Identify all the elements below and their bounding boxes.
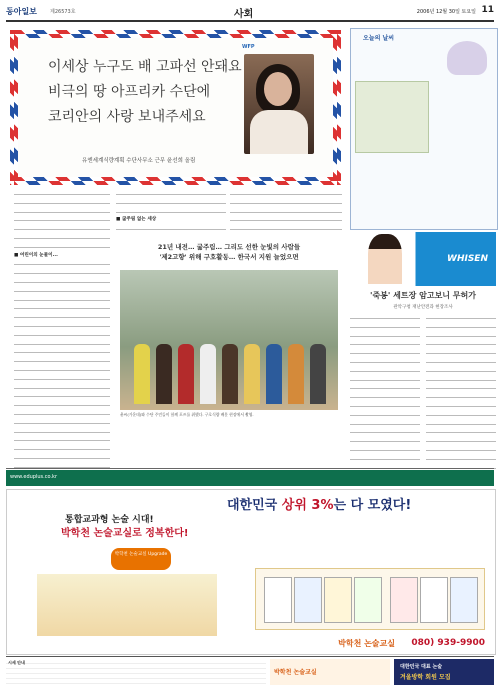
person: [222, 344, 238, 404]
person: [156, 344, 172, 404]
person: [288, 344, 304, 404]
ad-left-heading: 통합교과형 논술 시대!: [65, 515, 154, 525]
letter-paper: [18, 38, 333, 177]
portrait-stamp: [244, 54, 314, 154]
article-column-2: [116, 190, 226, 234]
headline-line-1: 이세상 누구도 배 고파선 안돼요: [48, 59, 242, 75]
article-subhead-2: ■ 굶주림 없는 세상: [116, 217, 157, 223]
whisen-ad[interactable]: [350, 232, 496, 286]
book: [390, 577, 418, 623]
photo-headline-1: 21년 내전… 굶주림… 그리도 선한 눈빛의 사람들: [157, 243, 301, 251]
page-footer: [6, 656, 494, 689]
person: [244, 344, 260, 404]
group-photo: [120, 270, 338, 410]
model-photo: [368, 234, 402, 284]
footer-mid-brand: 박학천 논술교실: [274, 669, 317, 676]
weather-title: 오늘의 날씨: [363, 35, 395, 42]
portrait-face: [264, 72, 292, 106]
date: 2006년 12월 30일 토요일: [416, 9, 476, 15]
ad-left-subheading: 박학천 논술교실로 정복한다!: [61, 528, 189, 539]
side-headline: '죽봉' 세트장 암고보니 무허가: [370, 291, 476, 300]
photo-headline: [116, 242, 342, 262]
upgrade-badge: 박학천 논술교실 Upgrade: [111, 548, 171, 570]
book-lineup: [255, 568, 485, 630]
person: [200, 344, 216, 404]
weather-map: [355, 81, 429, 153]
person: [178, 344, 194, 404]
book: [264, 577, 292, 623]
ad-title: [227, 494, 411, 513]
footer-right-line-1: 대한민국 대표 논술: [400, 664, 443, 670]
weather-box: [350, 28, 498, 230]
education-ad[interactable]: [6, 489, 496, 655]
footer-ad-mid[interactable]: [270, 659, 390, 685]
photo-headline-2: '제2고향' 위해 구호활동… 한국서 지원 늘었으면: [159, 253, 299, 261]
whisen-brand: WHISEN: [447, 254, 488, 264]
portrait-body: [250, 110, 308, 154]
book: [450, 577, 478, 623]
person: [310, 344, 326, 404]
side-subline: 관악구청 재난안전과 현장조사: [393, 305, 453, 310]
footer-right-line-2: 겨울방학 회원 모집: [400, 674, 451, 681]
wfp-logo: WFP: [242, 44, 255, 50]
person: [134, 344, 150, 404]
byline: 유엔세계식량계획 수단사무소 근무 윤선희 올림: [82, 158, 196, 164]
ad-phone[interactable]: 080) 939-9900: [411, 638, 485, 648]
ad-title-pre: 대한민국: [227, 498, 282, 513]
article-column-3: [230, 190, 342, 234]
ad-strip[interactable]: [6, 470, 494, 486]
side-column-1: [350, 314, 420, 472]
page-number: 11: [481, 5, 494, 15]
page-header: [6, 4, 494, 22]
ad-title-emphasis: 상위 3%: [281, 498, 334, 513]
headline-line-3: 코리안의 사랑 보내주세요: [48, 109, 206, 125]
headline-line-2: 비극의 땅 아프리카 수단에: [48, 84, 211, 100]
ad-brand: 박학천 논술교실: [338, 639, 395, 648]
article-column-1: [14, 190, 110, 507]
book: [324, 577, 352, 623]
photo-caption: 윤씨(가운데)와 수단 주민들이 함께 포즈를 취했다. 구호식량 배분 현장에서 촬영.: [120, 412, 254, 417]
ad-title-post: 는 다 모였다!: [333, 498, 412, 513]
paper-logo: 동아일보: [6, 7, 37, 16]
footer-ad-right[interactable]: [394, 659, 494, 685]
book: [354, 577, 382, 623]
section-title: 사회: [234, 9, 254, 20]
article-subhead-1: ■ 어린이의 눈물이...: [14, 252, 58, 258]
feature-letter: [10, 30, 341, 185]
kids-photo: [37, 574, 217, 636]
market-table: [6, 659, 266, 685]
photo-section: [116, 236, 342, 456]
section-divider: [6, 468, 494, 469]
side-column-2: [426, 314, 496, 472]
market-table-title: 시세 안내: [8, 660, 25, 665]
issue-number: 제26573호: [50, 9, 76, 15]
weather-mascot-icon: [447, 41, 487, 75]
book: [294, 577, 322, 623]
book: [420, 577, 448, 623]
ad-strip-url: www.eduplus.co.kr: [10, 474, 58, 480]
person: [266, 344, 282, 404]
